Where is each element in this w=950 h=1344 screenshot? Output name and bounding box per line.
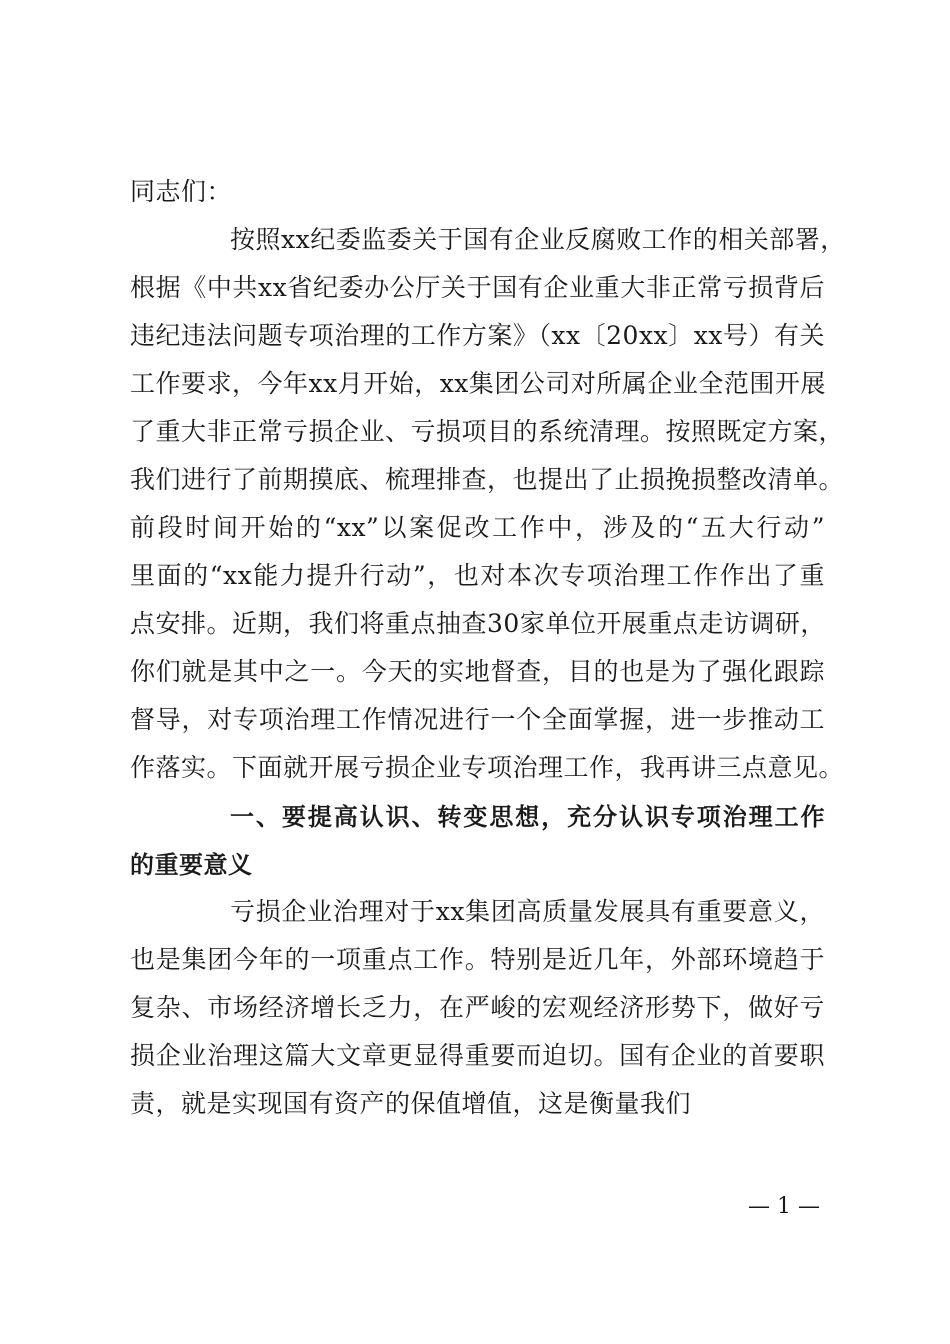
salutation: 同志们： xyxy=(130,177,233,206)
intro-paragraph-line: 你们就是其中之一。今天的实地督查，目的也是为了强化跟踪 xyxy=(130,657,825,686)
intro-paragraph-line: 工作要求，今年xx月开始，xx集团公司对所属企业全范围开展 xyxy=(130,369,826,398)
section-paragraph-line: 复杂、市场经济增长乏力，在严峻的宏观经济形势下，做好亏 xyxy=(130,993,825,1022)
intro-paragraph-line: 督导，对专项治理工作情况进行一个全面掌握，进一步推动工 xyxy=(130,705,825,734)
intro-paragraph-line: 了重大非正常亏损企业、亏损项目的系统清理。按照既定方案， xyxy=(130,417,845,446)
intro-paragraph-line: 我们进行了前期摸底、梳理排查，也提出了止损挽损整改清单。 xyxy=(130,465,845,494)
intro-paragraph-line: 点安排。近期，我们将重点抽查30家单位开展重点走访调研， xyxy=(130,609,826,638)
intro-paragraph-line: 违纪违法问题专项治理的工作方案》（xx〔20xx〕xx号）有关 xyxy=(130,321,825,350)
page-number: — 1 — xyxy=(748,1194,820,1219)
section-paragraph-line: 损企业治理这篇大文章更显得重要而迫切。国有企业的首要职 xyxy=(130,1041,825,1070)
section-paragraph-line: 责，就是实现国有资产的保值增值，这是衡量我们 xyxy=(130,1089,692,1118)
section-paragraph-line: 也是集团今年的一项重点工作。特别是近几年，外部环境趋于 xyxy=(130,945,825,974)
section-heading-line: 的重要意义 xyxy=(130,851,253,879)
intro-paragraph-line: 根据《中共xx省纪委办公厅关于国有企业重大非正常亏损背后 xyxy=(130,273,825,302)
section-heading-line: 一、要提高认识、转变思想，充分认识专项治理工作 xyxy=(230,803,825,831)
intro-paragraph-line: 作落实。下面就开展亏损企业专项治理工作，我再讲三点意见。 xyxy=(130,753,845,782)
intro-paragraph-line: 按照xx纪委监委关于国有企业反腐败工作的相关部署， xyxy=(230,225,846,254)
intro-paragraph-line: 前段时间开始的“xx”以案促改工作中，涉及的“五大行动” xyxy=(130,513,825,542)
intro-paragraph-line: 里面的“xx能力提升行动”，也对本次专项治理工作作出了重 xyxy=(130,561,825,590)
section-paragraph-line: 亏损企业治理对于xx集团高质量发展具有重要意义， xyxy=(230,897,825,926)
